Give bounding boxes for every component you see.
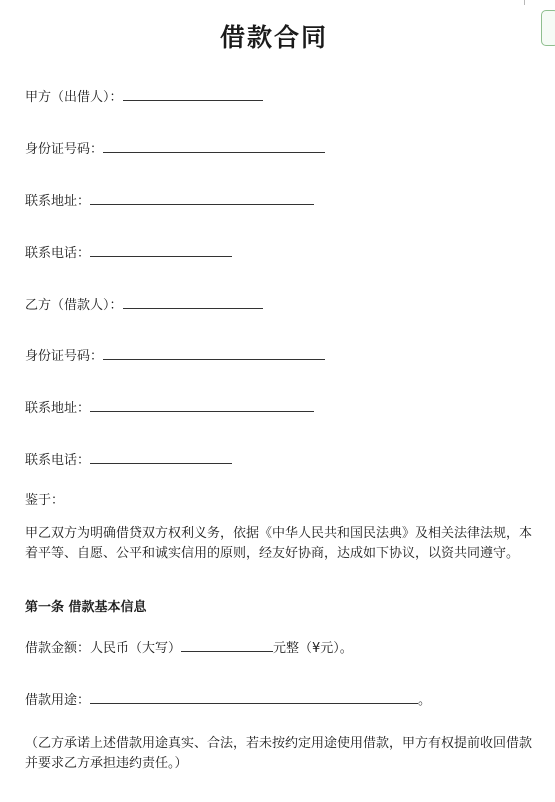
party-a-phone-blank (90, 244, 232, 257)
party-a-name-field (25, 88, 263, 107)
party-a-phone-label: 联系电话： (25, 246, 91, 261)
party-b-address-field (25, 399, 314, 418)
party-b-name-field (25, 296, 263, 315)
loan-purpose-field (25, 691, 431, 710)
party-a-address-label: 联系地址： (25, 194, 91, 209)
party-b-address-blank (90, 399, 314, 412)
loan-amount-prefix: 借款金额：人民币（大写） (25, 641, 182, 656)
loan-purpose-blank (90, 691, 418, 704)
preamble-paragraph: 甲乙双方为明确借贷双方权利义务，依据《中华人民共和国民法典》及相关法律法规，本着平等、自愿、公平和诚实信用的原则，经友好协商，达成如下协议，以资共同遵守。 (25, 526, 533, 561)
party-b-name-blank (123, 296, 263, 309)
party-a-name-blank (123, 88, 263, 101)
party-a-phone-field (25, 244, 232, 263)
loan-amount-suffix: 元整（¥元）。 (273, 641, 353, 656)
ruler-tick (524, 0, 525, 5)
loan-purpose-end: 。 (418, 693, 432, 708)
party-b-address-label: 联系地址： (25, 401, 91, 416)
document-title: 借款合同 (219, 23, 328, 52)
party-b-phone-blank (90, 451, 232, 464)
party-a-id-field (25, 140, 325, 159)
loan-amount-blank (181, 639, 273, 652)
loan-purpose-label: 借款用途： (25, 693, 91, 708)
party-a-id-label: 身份证号码： (25, 142, 104, 157)
party-b-phone-field (25, 451, 232, 470)
whereas-label: 鉴于： (25, 493, 65, 508)
party-b-id-label: 身份证号码： (25, 349, 104, 364)
party-a-id-blank (103, 140, 325, 153)
party-b-id-field (25, 347, 325, 366)
party-b-phone-label: 联系电话： (25, 453, 91, 468)
article-1-heading: 第一条 借款基本信息 (25, 600, 147, 615)
party-b-name-label: 乙方（借款人）： (25, 298, 123, 313)
loan-amount-field (25, 639, 353, 658)
party-b-id-blank (103, 347, 325, 360)
party-a-name-label: 甲方（出借人）： (25, 90, 123, 105)
party-a-address-field (25, 192, 314, 211)
party-a-address-blank (90, 192, 314, 205)
purpose-note-paragraph: （乙方承诺上述借款用途真实、合法，若未按约定用途使用借款，甲方有权提前收回借款并要求乙方承担违约责任。） (25, 736, 533, 771)
